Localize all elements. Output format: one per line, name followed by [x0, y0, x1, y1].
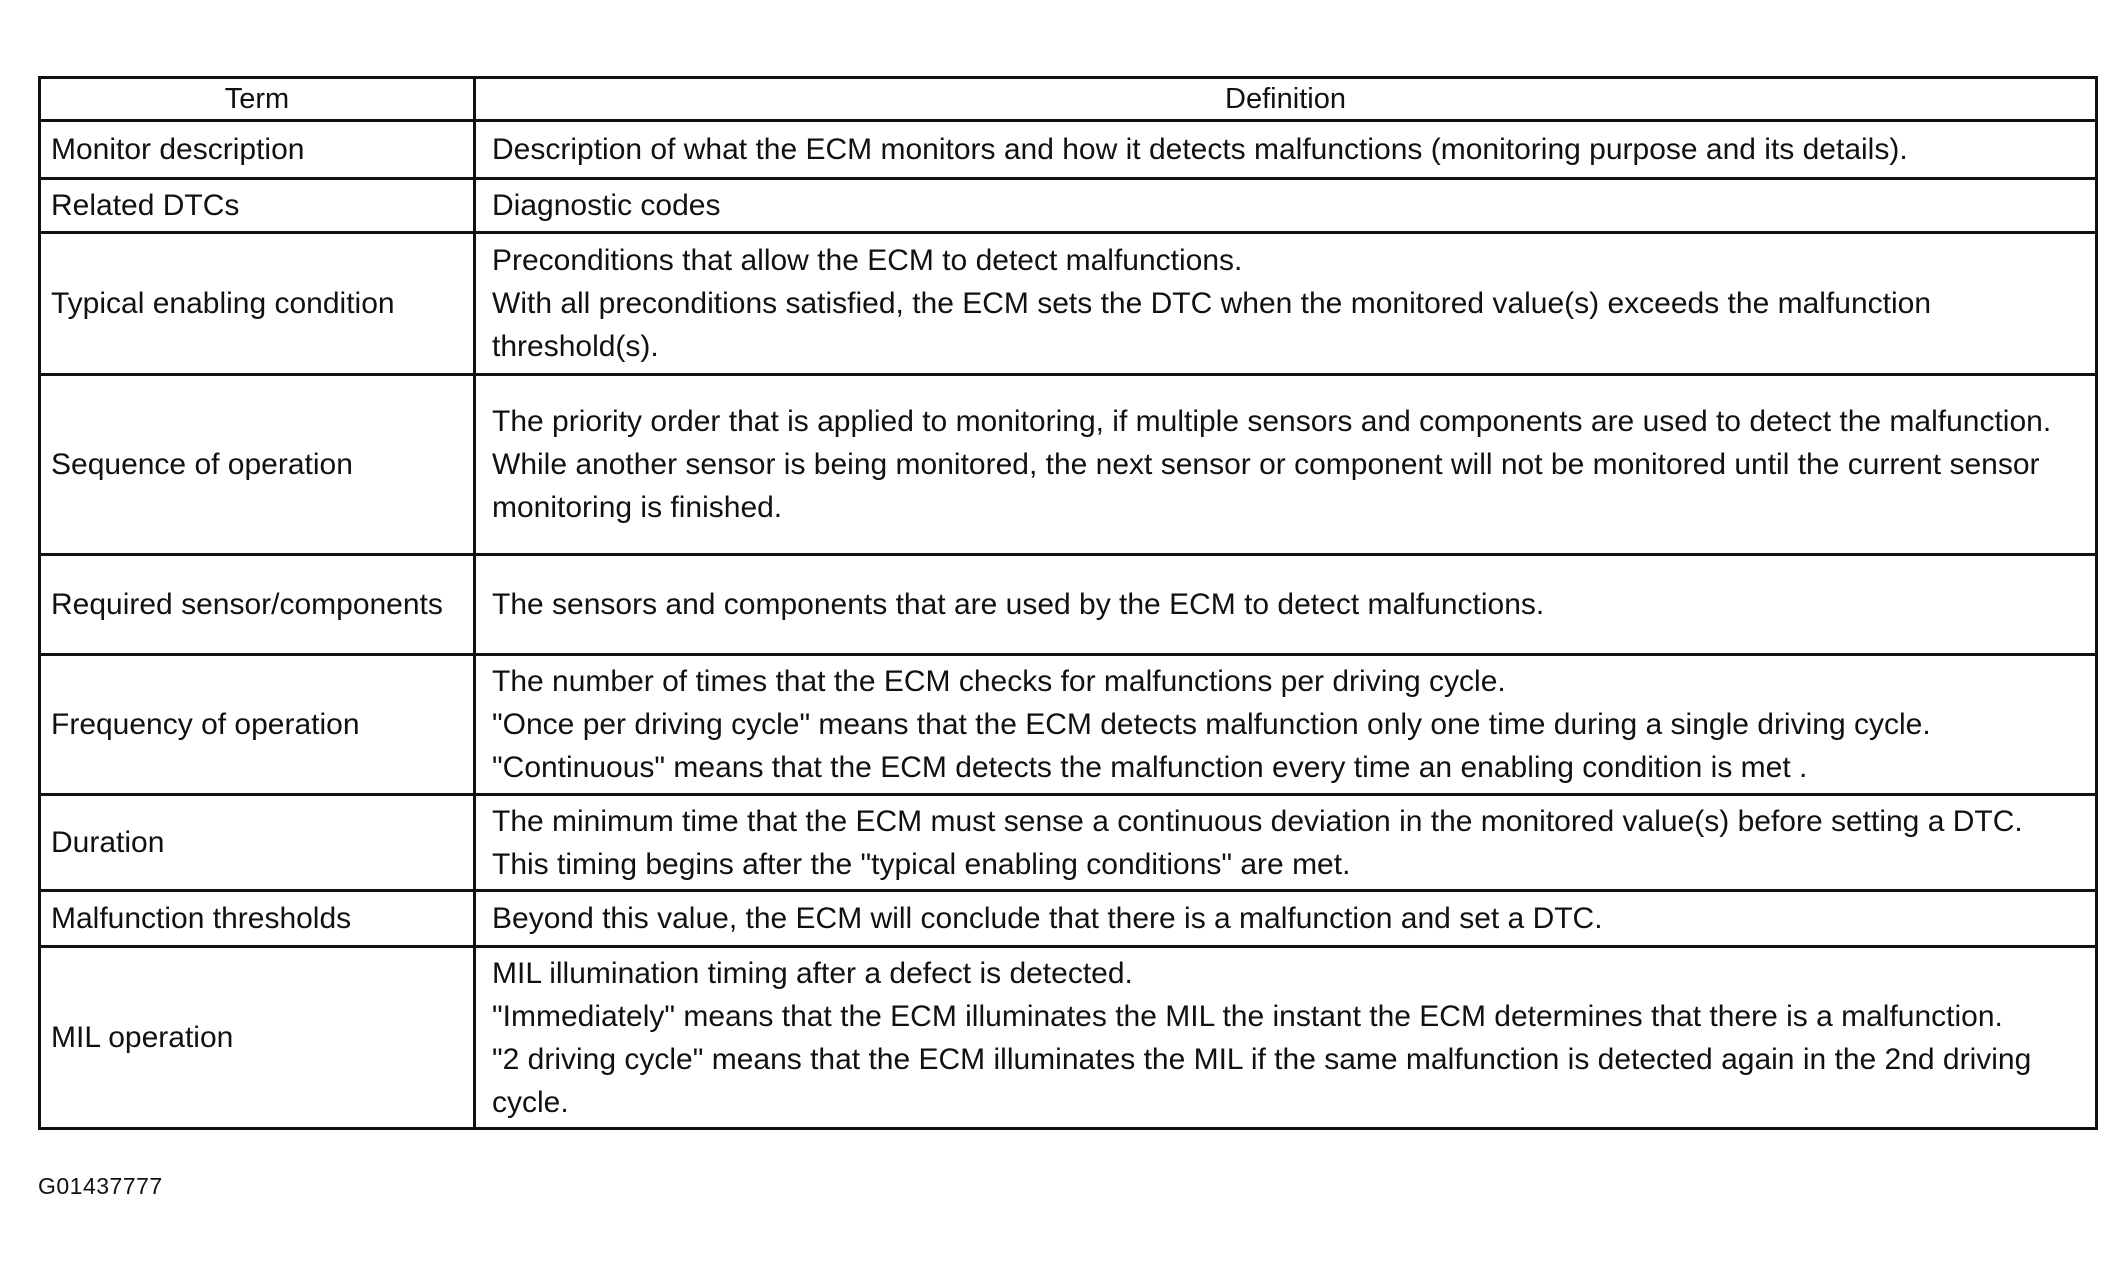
table-row	[40, 655, 2097, 795]
definition-line: Description of what the ECM monitors and how it detects malfunctions (monitoring purpose and its details).	[492, 133, 1908, 166]
definition-cell	[475, 795, 2097, 891]
definition-cell	[475, 655, 2097, 795]
definition-line: Diagnostic codes	[492, 189, 721, 222]
term-cell: Typical enabling condition	[40, 233, 475, 375]
term-cell: Monitor description	[40, 121, 475, 179]
table-row	[40, 375, 2097, 555]
definition-line: "2 driving cycle" means that the ECM illuminates the MIL if the same malfunction is detected again in the 2nd driving cycle.	[492, 1042, 2032, 1119]
definition-line: Beyond this value, the ECM will conclude that there is a malfunction and set a DTC.	[492, 902, 1603, 935]
definition-cell	[475, 121, 2097, 179]
definition-line: While another sensor is being monitored, the next sensor or component will not be monitored until the current sensor monitoring is finished.	[492, 448, 2040, 524]
definition-line: The number of times that the ECM checks for malfunctions per driving cycle.	[492, 665, 1506, 698]
figure-id: G01437777	[38, 1173, 163, 1199]
term-cell: Frequency of operation	[40, 655, 475, 795]
definition-cell	[475, 891, 2097, 947]
table-row	[40, 179, 2097, 233]
definition-line: The sensors and components that are used by the ECM to detect malfunctions.	[492, 588, 1545, 621]
definition-column-header: Definition	[475, 78, 2097, 121]
term-column-header: Term	[40, 78, 475, 121]
table-row	[40, 121, 2097, 179]
definition-line: "Immediately" means that the ECM illuminates the MIL the instant the ECM determines that there is a malfunction.	[492, 999, 2003, 1033]
definition-line: With all preconditions satisfied, the ECM sets the DTC when the monitored value(s) exceeds the malfunction threshold(s).	[492, 287, 1932, 363]
definition-line: Preconditions that allow the ECM to detect malfunctions.	[492, 244, 1243, 277]
definition-cell	[475, 947, 2097, 1129]
term-cell: MIL operation	[40, 947, 475, 1129]
table-row	[40, 233, 2097, 375]
definition-line: The priority order that is applied to monitoring, if multiple sensors and components are used to detect the malfunction.	[492, 405, 2052, 438]
table-header-row	[40, 78, 2097, 121]
table-row	[40, 555, 2097, 655]
term-cell: Malfunction thresholds	[40, 891, 475, 947]
term-cell: Sequence of operation	[40, 375, 475, 555]
definition-cell	[475, 375, 2097, 555]
definition-line: "Continuous" means that the ECM detects the malfunction every time an enabling condition is met .	[492, 751, 1808, 784]
definition-line: The minimum time that the ECM must sense a continuous deviation in the monitored value(s) before setting a DTC. This timing begins after the "typical enabling conditions" are met.	[492, 804, 2023, 881]
terms-definitions-table	[38, 76, 2098, 1130]
table-row	[40, 891, 2097, 947]
definition-cell	[475, 179, 2097, 233]
term-cell: Related DTCs	[40, 179, 475, 233]
definition-line: MIL illumination timing after a defect is detected.	[492, 956, 1133, 990]
term-cell: Duration	[40, 795, 475, 891]
definition-line: "Once per driving cycle" means that the ECM detects malfunction only one time during a single driving cycle.	[492, 708, 1931, 741]
table-row	[40, 947, 2097, 1129]
definition-cell	[475, 233, 2097, 375]
table-row	[40, 795, 2097, 891]
term-cell: Required sensor/components	[40, 555, 475, 655]
definition-cell	[475, 555, 2097, 655]
